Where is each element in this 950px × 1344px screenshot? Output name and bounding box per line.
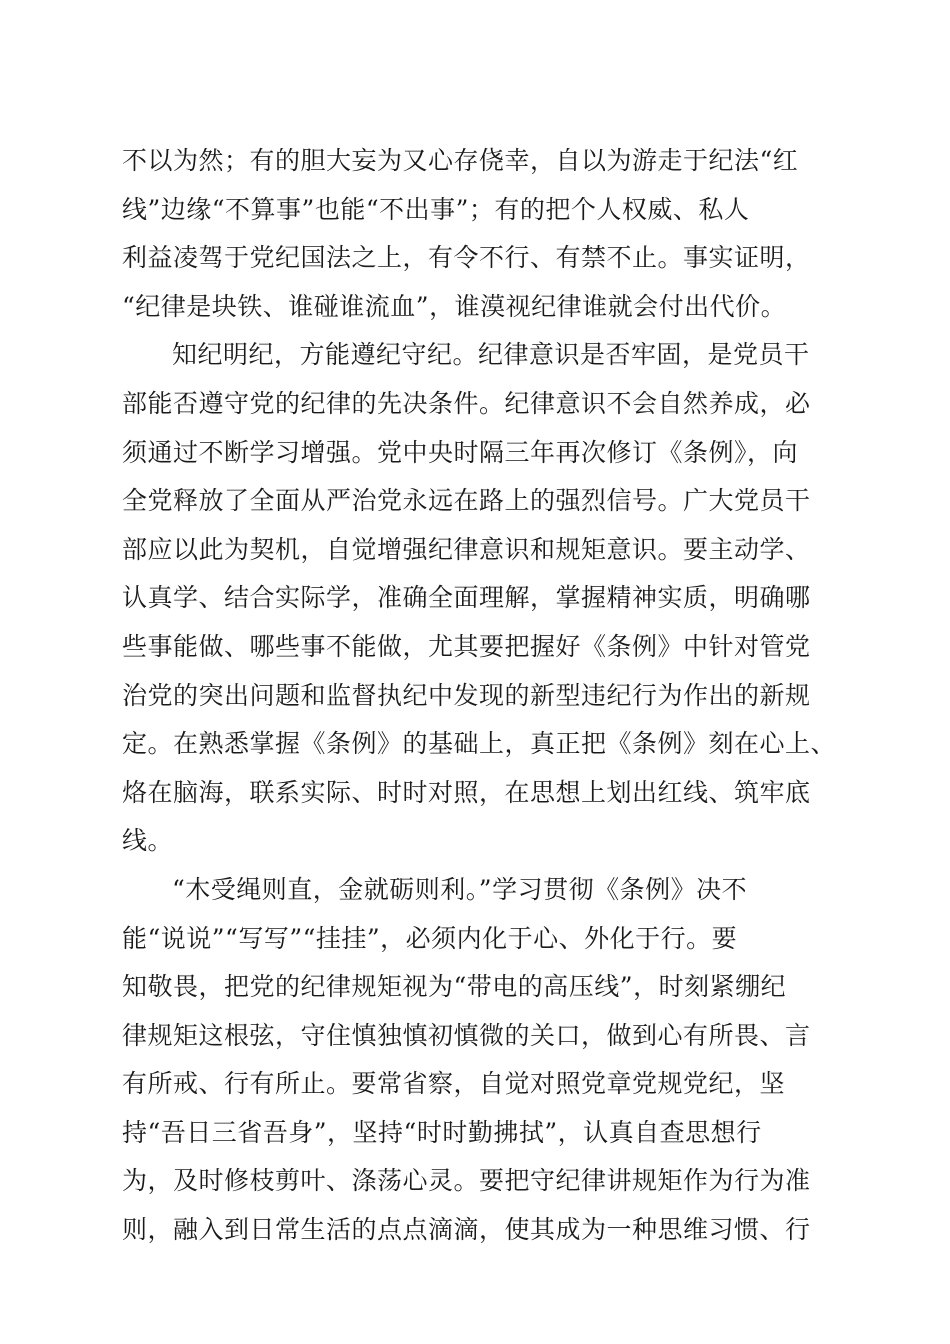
text-line: 治党的突出问题和监督执纪中发现的新型违纪行为作出的新规 [122,680,811,710]
body-text [122,137,842,1255]
text-line: 律规矩这根弦，守住慎独慎初慎微的关口，做到心有所畏、言 [122,1020,811,1050]
text-line: 有所戒、行有所止。要常省察，自觉对照党章党规党纪，坚 [122,1069,786,1099]
text-line: 为，及时修枝剪叶、涤荡心灵。要把守纪律讲规矩作为行为准 [122,1166,811,1196]
text-line: 利益凌驾于党纪国法之上，有令不行、有禁不止。事实证明， [122,243,811,273]
paragraph-first-line: 知纪明纪，方能遵纪守纪。纪律意识是否牢固，是党员干 [172,340,810,370]
text-line: 些事能做、哪些事不能做，尤其要把握好《条例》中针对管党 [122,631,811,661]
text-line: 认真学、结合实际学，准确全面理解，掌握精神实质，明确哪 [122,583,811,613]
text-line: 能“说说”“写写”“挂挂”，必须内化于心、外化于行。要 [122,923,738,953]
text-line: 知敬畏，把党的纪律规矩视为“带电的高压线”，时刻紧绷纪 [122,972,787,1002]
text-line: 全党释放了全面从严治党永远在路上的强烈信号。广大党员干 [122,486,811,516]
text-line: 则，融入到日常生活的点点滴滴，使其成为一种思维习惯、行 [122,1215,811,1245]
text-line: 须通过不断学习增强。党中央时隔三年再次修订《条例》，向 [122,437,799,467]
text-line: 烙在脑海，联系实际、时时对照，在思想上划出红线、筑牢底 [122,777,811,807]
text-line: 部能否遵守党的纪律的先决条件。纪律意识不会自然养成，必 [122,388,811,418]
text-line: 持“吾日三省吾身”，坚持“时时勤拂拭”，认真自查思想行 [122,1117,762,1147]
paragraph-first-line: “木受绳则直，金就砺则利。”学习贯彻《条例》决不 [172,874,748,904]
text-line: 线。 [122,826,174,856]
text-line: 线”边缘“不算事”也能“不出事”；有的把个人权威、私人 [122,194,750,224]
text-line: 部应以此为契机，自觉增强纪律意识和规矩意识。要主动学、 [122,534,811,564]
text-line: 不以为然；有的胆大妄为又心存侥幸，自以为游走于纪法“红 [122,146,799,175]
text-line: “纪律是块铁、谁碰谁流血”，谁漠视纪律谁就会付出代价。 [122,291,787,321]
text-line: 定。在熟悉掌握《条例》的基础上，真正把《条例》刻在心上、 [122,729,837,759]
